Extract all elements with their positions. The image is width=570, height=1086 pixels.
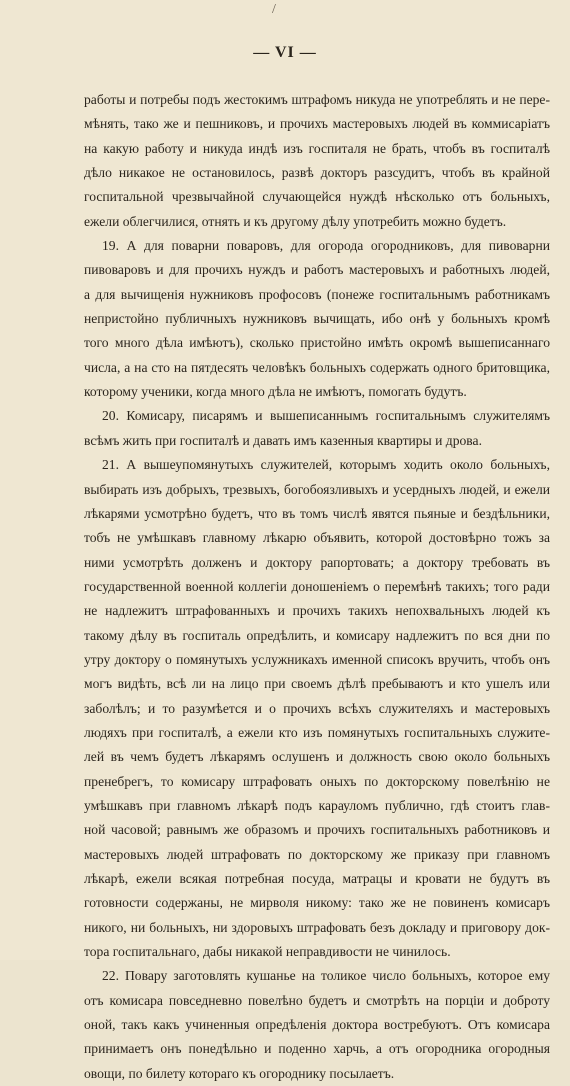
text-line: утру доктору о помянутыхъ услужникахъ именной списокъ вручить, чтобъ онъ [84,651,550,667]
text-line: ними усмотрѣть долженъ и доктору рапортовать; а доктору требовать въ [84,554,550,570]
text-line: никого, ни больныхъ, ни здоровыхъ штрафовать безъ докладу и приговору док- [84,919,550,935]
text-line: на какую работу и никуда индѣ изъ госпиталя не брать, чтобъ въ госпиталѣ [84,140,550,156]
text-line: такому дѣлу въ госпиталь опредѣлить, и комисару надлежитъ по вся дни по [84,627,550,643]
paragraph-19-start: 19. А для поварни поваровъ, для огорода огородниковъ, для пивоварни [102,238,550,254]
paragraph-21-start: 21. А вышеупомянутыхъ служителей, которымъ ходить около больныхъ, [102,457,550,473]
body-text [84,88,550,1086]
text-line: выбирать изъ добрыхъ, трезвыхъ, богобоязливыхъ и усердныхъ людей, и ежели [84,481,550,497]
text-line: числа, а на сто на пятдесять человѣкъ больныхъ содержать одного бритовщика, [84,359,550,375]
text-line: непристойно публичныхъ нужниковъ вычищать, ибо онѣ у больныхъ кромѣ [84,311,550,327]
paragraph-20-start: 20. Комисару, писарямъ и вышеписаннымъ госпитальнымъ служителямъ [102,408,550,424]
text-line: не надлежитъ штрафованныхъ и прочихъ такихъ непохвальныхъ людей къ [84,603,550,619]
text-line: могъ видѣть, всѣ ли на лицо при своемъ дѣлѣ пребываютъ и кто ушелъ или [84,676,550,692]
text-line: пивоваровъ и для прочихъ нуждъ и работъ мастеровыхъ и работныхъ людей, [84,262,550,278]
text-line: мастеровыхъ людей штрафовать по докторскому же приказу при главномъ [84,846,550,862]
page-mark: / [272,2,276,17]
text-line: ежели облегчилися, отнять и къ другому дѣлу употребить можно будетъ. [84,213,507,229]
text-line: умѣшкавъ при главномъ лѣкарѣ подъ карауломъ публично, гдѣ стоитъ глав- [84,797,550,813]
text-line: овощи, по билету котораго къ огороднику посылаетъ. [84,1065,395,1081]
text-line: принимаетъ онъ понедѣльно и поденно харчь, а отъ огородника огородныя [84,1041,550,1057]
text-line: ной часовой; равнымъ же образомъ и прочихъ госпитальныхъ работниковъ и [84,822,550,838]
text-line: пренебрегъ, то комисару штрафовать оныхъ по докторскому повелѣнію не [84,773,550,789]
text-line: тобъ не умѣшкавъ главному лѣкарю объявить, которой достовѣрно тожъ за [84,530,550,546]
page-number-header: — VI — [253,44,317,61]
text-line: мѣнять, тако же и пешниковъ, и прочихъ мастеровыхъ людей въ коммисаріатъ [84,116,550,132]
text-line: того много дѣла имѣютъ), сколько пристойно имѣть окромѣ вышеписаннаго [84,335,550,351]
text-line: работы и потребы подъ жестокимъ штрафомъ никуда не употреблять и не пере- [84,92,550,107]
text-line: людяхъ при госпиталѣ, а ежели кто изъ помянутыхъ госпитальныхъ служите- [84,724,550,740]
text-line: государственной военной коллегіи доношеніемъ о перемѣнѣ такихъ; того ради [84,578,550,594]
text-line: всѣмъ жить при госпиталѣ и давать имъ казенныя квартиры и дрова. [84,432,482,448]
text-line: готовности содержаны, не мирволя никому: тако же не повиненъ комисаръ [84,895,550,911]
text-line: лѣкарѣ, ежели всякая потребная посуда, матрацы и кровати не будутъ въ [84,871,550,886]
text-line: отъ комисара повседневно повелѣно будетъ и смотрѣть на порціи и доброту [84,992,550,1008]
text-line: дѣло никакое не остановилось, развѣ докторъ разсудитъ, чтобъ въ крайной [84,165,550,181]
text-line: а для вычищенія нужниковъ профосовъ (понеже госпитальнымъ работникамъ [84,286,550,302]
paragraph-22-start: 22. Повару заготовлять кушанье на толикое число больныхъ, которое ему [102,968,550,984]
text-line: которому ученики, когда много дѣла не имѣютъ, помогать будутъ. [84,384,467,400]
text-line: лѣкарями усмотрѣно будетъ, что въ томъ числѣ явятся пьяные и бездѣльники, [84,505,550,521]
text-line: госпитальной чрезвычайной случающейся нуждѣ нѣсколько отъ больныхъ, [84,189,550,205]
text-line: лей въ чемъ будетъ лѣкарямъ ослушенъ и должность свою около больныхъ [84,749,550,765]
text-line: оной, такъ какъ учиненныя опредѣленія доктора востребуютъ. Отъ комисара [84,1017,550,1033]
text-line: заболѣлъ; и то разумѣется и о прочихъ всѣхъ служителяхъ и мастеровыхъ [84,700,550,716]
text-line: тора госпитальнаго, дабы никакой неправдивости не чинилось. [84,944,451,960]
